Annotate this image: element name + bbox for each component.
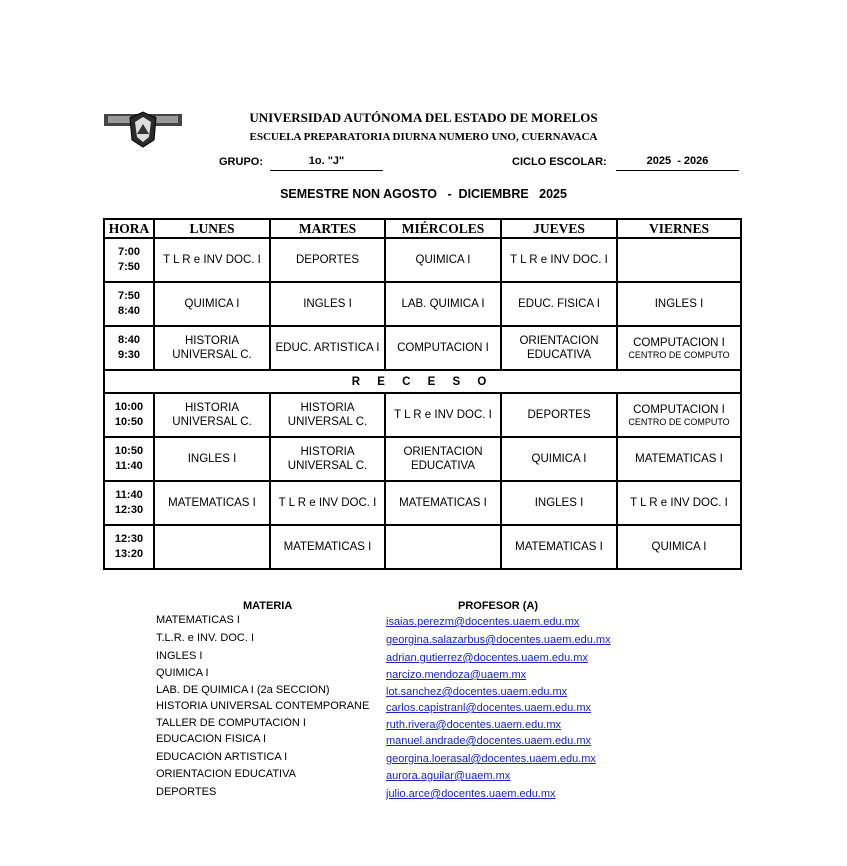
class-cell bbox=[385, 326, 501, 370]
class-name: DEPORTES bbox=[527, 409, 591, 421]
subject-name: LAB. DE QUIMICA I (2a SECCIÓN) bbox=[156, 684, 330, 696]
class-name: ORIENTACION bbox=[519, 335, 599, 347]
class-name-line2: EDUCATIVA bbox=[410, 460, 476, 472]
time-end: 11:40 bbox=[115, 460, 143, 472]
class-name: EDUC. ARTISTICA I bbox=[275, 342, 380, 354]
class-cell bbox=[501, 393, 617, 437]
teacher-email-link[interactable]: manuel.andrade@docentes.uaem.edu.mx bbox=[386, 735, 592, 747]
time-start: 10:00 bbox=[114, 401, 144, 413]
class-name: INGLES I bbox=[187, 453, 237, 465]
class-name: MATEMATICAS I bbox=[168, 497, 256, 509]
time-slot bbox=[104, 525, 154, 569]
class-name-line2: UNIVERSAL C. bbox=[287, 460, 368, 472]
class-cell bbox=[270, 326, 385, 370]
teacher-email-link[interactable]: georgina.loerasal@docentes.uaem.edu.mx bbox=[386, 753, 596, 765]
header-lunes: LUNES bbox=[154, 219, 270, 238]
class-cell bbox=[617, 525, 741, 569]
time-slot bbox=[104, 393, 154, 437]
class-cell bbox=[154, 393, 270, 437]
class-cell bbox=[617, 437, 741, 481]
time-slot bbox=[104, 282, 154, 326]
schedule-row bbox=[104, 437, 741, 481]
subject-name: HISTORIA UNIVERSAL CONTEMPORANE bbox=[156, 700, 370, 712]
time-start: 11:40 bbox=[115, 489, 143, 501]
class-cell bbox=[385, 481, 501, 525]
subject-name: EDUCACIÓN FISICA I bbox=[156, 733, 267, 745]
time-start: 8:40 bbox=[117, 334, 141, 346]
subject-name: DEPORTES bbox=[156, 786, 217, 798]
time-end: 12:30 bbox=[114, 504, 144, 516]
class-cell bbox=[154, 437, 270, 481]
class-cell bbox=[270, 525, 385, 569]
class-name: QUIMICA I bbox=[651, 541, 707, 553]
group-label: GRUPO: bbox=[219, 156, 263, 168]
teacher-email-link[interactable]: isaias.perezm@docentes.uaem.edu.mx bbox=[386, 616, 580, 628]
header-jueves: JUEVES bbox=[501, 219, 617, 238]
class-name: HISTORIA bbox=[184, 335, 240, 347]
recess-label: R E C E S O bbox=[104, 370, 741, 393]
class-name: MATEMATICAS I bbox=[399, 497, 487, 509]
class-name: T L R e INV DOC. I bbox=[163, 254, 261, 266]
class-location: CENTRO DE COMPUTO bbox=[628, 416, 730, 427]
class-name-line2: UNIVERSAL C. bbox=[172, 349, 252, 361]
schedule-row bbox=[104, 481, 741, 525]
class-name: QUIMICA I bbox=[184, 298, 240, 310]
class-cell bbox=[501, 437, 617, 481]
class-cell bbox=[617, 326, 741, 370]
school-subtitle: ESCUELA PREPARATORIA DIURNA NUMERO UNO, CUERNAVACA bbox=[249, 131, 598, 143]
university-title: UNIVERSIDAD AUTÓNOMA DEL ESTADO DE MORELOS bbox=[249, 110, 598, 125]
subject-name: TALLER DE COMPUTACIÓN I bbox=[156, 717, 306, 729]
class-name: MATEMATICAS I bbox=[515, 541, 603, 553]
time-end: 8:40 bbox=[117, 305, 141, 317]
cycle-label: CICLO ESCOLAR: bbox=[512, 156, 607, 168]
schedule-row bbox=[104, 393, 741, 437]
recess-row bbox=[104, 370, 741, 393]
class-cell bbox=[270, 282, 385, 326]
class-name: T L R e INV DOC. I bbox=[394, 409, 492, 421]
class-cell bbox=[270, 238, 385, 282]
header-miercoles: MIÉRCOLES bbox=[385, 219, 501, 238]
header-martes: MARTES bbox=[270, 219, 385, 238]
class-name-line2: EDUCATIVA bbox=[526, 349, 592, 361]
class-name: ORIENTACION bbox=[403, 446, 483, 458]
class-name: MATEMATICAS I bbox=[635, 453, 723, 465]
class-cell bbox=[501, 525, 617, 569]
subject-name: INGLES I bbox=[156, 650, 203, 662]
class-name: T L R e INV DOC. I bbox=[510, 254, 608, 266]
class-cell bbox=[270, 481, 385, 525]
subject-name: QUIMICA I bbox=[156, 667, 209, 679]
class-cell bbox=[617, 238, 741, 282]
class-name: T L R e INV DOC. I bbox=[278, 497, 377, 509]
time-slot bbox=[104, 326, 154, 370]
class-name: INGLES I bbox=[654, 298, 704, 310]
class-cell bbox=[385, 393, 501, 437]
class-location: CENTRO DE COMPUTO bbox=[628, 349, 730, 360]
class-name: QUIMICA I bbox=[531, 453, 587, 465]
time-slot bbox=[104, 238, 154, 282]
group-value: 1o. "J" bbox=[270, 155, 383, 171]
class-cell bbox=[501, 282, 617, 326]
class-name: QUIMICA I bbox=[415, 254, 471, 266]
class-name: T L R e INV DOC. I bbox=[630, 497, 728, 509]
schedule-row bbox=[104, 326, 741, 370]
time-start: 7:50 bbox=[117, 290, 141, 302]
schedule-table bbox=[103, 218, 742, 570]
time-start: 7:00 bbox=[117, 246, 141, 258]
teacher-email-link[interactable]: ruth.rivera@docentes.uaem.edu.mx bbox=[386, 719, 562, 731]
class-name: COMPUTACION I bbox=[633, 403, 725, 416]
class-cell bbox=[154, 326, 270, 370]
class-cell bbox=[385, 437, 501, 481]
header-viernes: VIERNES bbox=[617, 219, 741, 238]
teacher-email-link[interactable]: aurora.aguilar@uaem.mx bbox=[386, 770, 511, 782]
time-slot bbox=[104, 437, 154, 481]
class-cell bbox=[617, 393, 741, 437]
class-cell bbox=[385, 238, 501, 282]
subject-name: T.L.R. e INV. DOC. I bbox=[156, 632, 255, 644]
teacher-email-link[interactable]: julio.arce@docentes.uaem.edu.mx bbox=[386, 788, 556, 800]
class-cell bbox=[617, 282, 741, 326]
class-name: LAB. QUIMICA I bbox=[401, 298, 485, 310]
class-cell bbox=[154, 525, 270, 569]
time-start: 12:30 bbox=[114, 533, 144, 545]
class-cell bbox=[501, 326, 617, 370]
time-end: 13:20 bbox=[114, 548, 144, 560]
class-name-line2: UNIVERSAL C. bbox=[172, 416, 252, 428]
class-cell bbox=[385, 282, 501, 326]
schedule-header-row bbox=[104, 219, 741, 238]
class-name: HISTORIA bbox=[300, 446, 355, 458]
schedule-row bbox=[104, 282, 741, 326]
schedule-row bbox=[104, 238, 741, 282]
class-cell bbox=[501, 481, 617, 525]
class-name: DEPORTES bbox=[295, 254, 360, 266]
class-name: EDUC. FISICA I bbox=[518, 298, 600, 310]
subject-name: ORIENTACION EDUCATIVA bbox=[156, 768, 296, 780]
teacher-email-link[interactable]: carlos.capistranl@docentes.uaem.edu.mx bbox=[386, 702, 591, 714]
class-cell bbox=[501, 238, 617, 282]
subject-column-header: MATERIA bbox=[243, 600, 293, 612]
class-cell bbox=[270, 393, 385, 437]
time-end: 10:50 bbox=[114, 416, 144, 428]
subject-name: MATEMATICAS I bbox=[156, 614, 240, 626]
teacher-email-link[interactable]: georgina.salazarbus@docentes.uaem.edu.mx bbox=[386, 634, 611, 646]
class-cell bbox=[154, 481, 270, 525]
class-cell bbox=[385, 525, 501, 569]
time-end: 9:30 bbox=[117, 349, 141, 361]
class-cell bbox=[154, 238, 270, 282]
class-name: INGLES I bbox=[534, 497, 584, 509]
class-cell bbox=[617, 481, 741, 525]
time-slot bbox=[104, 481, 154, 525]
teacher-email-link[interactable]: adrian.gutierrez@docentes.uaem.edu.mx bbox=[386, 652, 588, 664]
class-name: COMPUTACION I bbox=[397, 342, 489, 354]
semester-title: SEMESTRE NON AGOSTO - DICIEMBRE 2025 bbox=[280, 187, 567, 201]
class-name: INGLES I bbox=[303, 298, 352, 310]
class-name-line2: UNIVERSAL C. bbox=[287, 416, 368, 428]
time-end: 7:50 bbox=[117, 261, 141, 273]
schedule-row bbox=[104, 525, 741, 569]
header-hora: HORA bbox=[104, 219, 154, 238]
class-name: COMPUTACION I bbox=[633, 336, 725, 349]
class-name: HISTORIA bbox=[300, 402, 355, 414]
class-name: HISTORIA bbox=[184, 402, 240, 414]
teacher-email-link[interactable]: lot.sanchez@docentes.uaem.edu.mx bbox=[386, 686, 568, 698]
teacher-email-link[interactable]: narcizo.mendoza@uaem.mx bbox=[386, 669, 527, 681]
class-name: MATEMATICAS I bbox=[283, 541, 372, 553]
subject-name: EDUCACIÓN ARTISTICA I bbox=[156, 751, 288, 763]
class-cell bbox=[154, 282, 270, 326]
cycle-value: 2025 - 2026 bbox=[616, 155, 739, 171]
teacher-column-header: PROFESOR (A) bbox=[458, 600, 539, 612]
class-cell bbox=[270, 437, 385, 481]
time-start: 10:50 bbox=[114, 445, 144, 457]
